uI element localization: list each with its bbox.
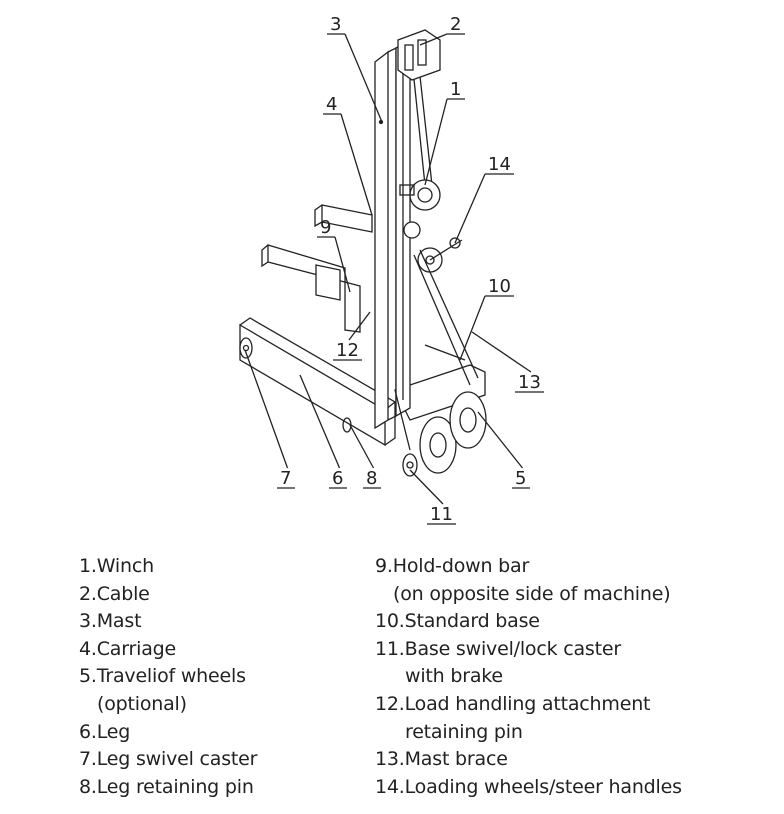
callout-label: 7 [280, 468, 292, 489]
loading-wheels [404, 222, 462, 272]
callout-leader [341, 114, 372, 215]
callout-label: 3 [330, 14, 342, 35]
legend-item: 6.Leg [79, 720, 131, 743]
callout-label: 5 [515, 468, 527, 489]
legend-right [375, 553, 682, 801]
callouts [245, 14, 544, 525]
legend-item: 13.Mast brace [375, 748, 508, 771]
callout-10 [460, 276, 514, 360]
legend-item: 7.Leg swivel caster [79, 748, 258, 771]
legend-item: 9.Hold-down bar [375, 555, 530, 577]
callout-leader [455, 174, 485, 243]
leg-swivel-caster [240, 338, 252, 358]
callout-label: 13 [518, 372, 541, 393]
legend-item: 2.Cable [79, 582, 150, 605]
callout-leader [425, 99, 447, 185]
legend-item: 8.Leg retaining pin [79, 775, 254, 798]
legend-item: 10.Standard base [375, 610, 540, 633]
callout-leader [472, 332, 531, 372]
legend-left [79, 553, 257, 801]
callout-label: 14 [488, 154, 511, 175]
callout-label: 6 [332, 468, 344, 489]
callout-label: 10 [488, 276, 511, 297]
legend-item: 11.Base swivel/lock caster [375, 637, 621, 660]
callout-4 [323, 94, 372, 215]
legend-item: 4.Carriage [79, 637, 176, 660]
legend-item-cont: (on opposite side of machine) [393, 582, 671, 605]
callout-leader [460, 296, 485, 360]
callout-leader [410, 470, 443, 504]
callout-label: 11 [430, 504, 453, 525]
legend-item: 5.Traveliof wheels [79, 665, 246, 688]
legend-item: 3.Mast [79, 610, 142, 633]
callout-label: 8 [366, 468, 378, 489]
carriage-forks [262, 205, 372, 332]
callout-label: 1 [450, 79, 462, 100]
callout-label: 4 [326, 94, 338, 115]
legend-item: 14.Loading wheels/steer handles [375, 775, 682, 798]
legend-item-cont: (optional) [97, 692, 187, 715]
legend-item: 1.Winch [79, 555, 154, 577]
legend-item-cont: with brake [405, 665, 503, 688]
callout-label: 9 [320, 217, 332, 238]
callout-label: 12 [336, 340, 359, 361]
legend-item-cont: retaining pin [405, 720, 523, 743]
legend-item: 12.Load handling attachment [375, 692, 651, 715]
leg [240, 318, 395, 445]
callout-11 [410, 470, 456, 525]
callout-14 [455, 154, 514, 243]
callout-label: 2 [450, 14, 462, 35]
callout-leader [478, 412, 523, 468]
top-pulley [398, 30, 440, 80]
callout-1 [425, 79, 465, 185]
